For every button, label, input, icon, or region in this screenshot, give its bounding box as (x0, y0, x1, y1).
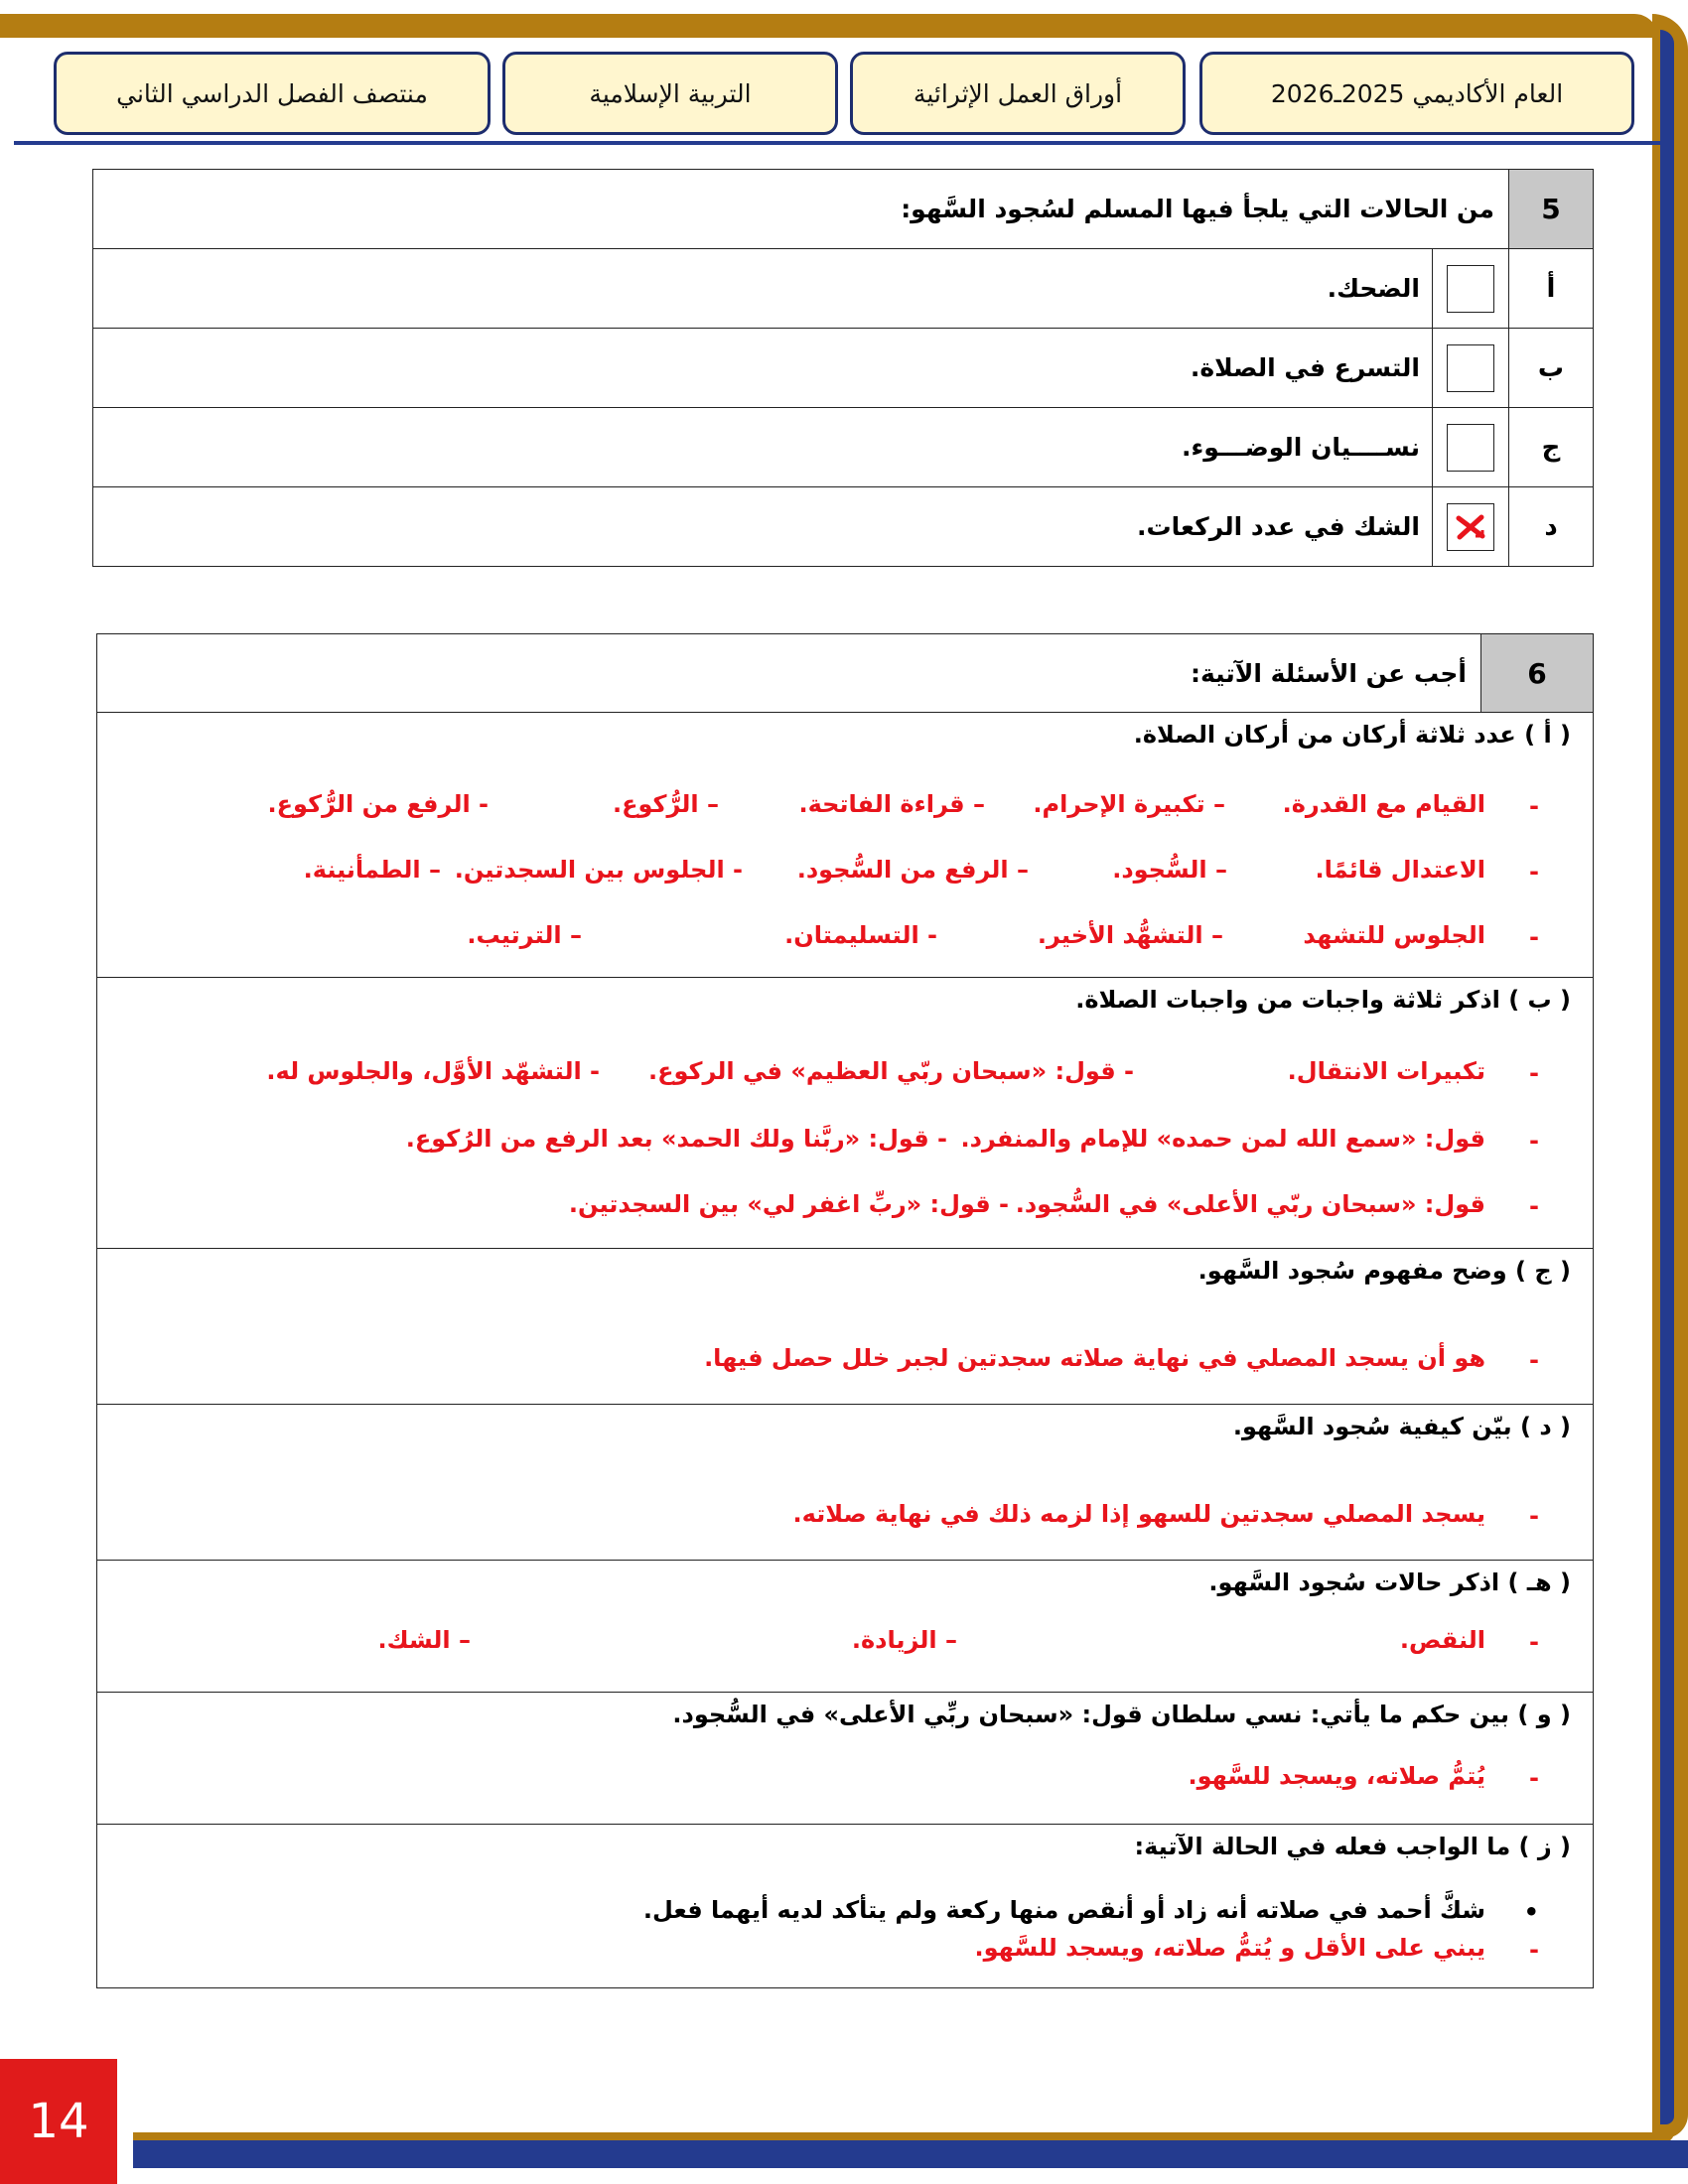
answer-item: - الرفع من الرُّكوع. (267, 790, 489, 818)
answer-item: – الرفع من السُّجود. (796, 856, 1029, 884)
subquestion-b: ( ب ) اذكر ثلاثة واجبات من واجبات الصلاة. - تكبيرات الانتقال. - قول: «سبحان ربّي العظيم» في الركوع. - التشهّد الأوَّل، والجلوس له. - قول: «سمع الله لمن حمده» للإمام والمنفرد. - قول: «ربَّنا ولك الحمد» بعد الرفع من الرُكوع. - قول: «سبحان ربّي الأعلى» في السُّجود. - قول: «ربِّ اغفر لي» بين السجدتين. (97, 978, 1594, 1249)
option-letter: أ (1509, 249, 1594, 329)
answer-item: - قول: «ربَّنا ولك الحمد» بعد الرفع من الرُكوع. (405, 1125, 947, 1153)
answer-item: النقص. (1399, 1626, 1485, 1654)
option-checkbox[interactable] (1447, 265, 1494, 313)
bullet-icon: • (1523, 1898, 1539, 1926)
answer-item: الجلوس للتشهد (1303, 921, 1485, 949)
x-mark-icon (1456, 514, 1485, 540)
answer-item: – الشك. (377, 1626, 471, 1654)
option-row (93, 487, 1594, 567)
answer-text: يسجد المصلي سجدتين للسهو إذا لزمه ذلك في نهاية صلاته. (792, 1500, 1485, 1528)
term-label: منتصف الفصل الدراسي الثاني (54, 52, 491, 135)
subquestion-a: ( أ ) عدد ثلاثة أركان من أركان الصلاة. - القيام مع القدرة. – تكبيرة الإحرام. – قراءة الفاتحة. – الرُّكوع. - الرفع من الرُّكوع. - الاعتدال قائمًا. – السُّجود. – الرفع من السُّجود. - الجلوس بين السجدتين. – الطمأنينة. - الجلوس للتشهد – التشهُّد الأخير. - التسليمتان. – الترتيب. (97, 713, 1594, 978)
answer-item: القيام مع القدرة. (1282, 790, 1485, 818)
question-6-table (96, 633, 1594, 1988)
option-row (93, 408, 1594, 487)
answer-item: - التسليمتان. (784, 921, 937, 949)
answer-item: قول: «سبحان ربّي الأعلى» في السُّجود. (1015, 1190, 1485, 1218)
subject-label: التربية الإسلامية (502, 52, 838, 135)
option-text: الضحك. (93, 249, 1433, 329)
answer-text: يبني على الأقل و يُتمُّ صلاته، ويسجد للسَّهو. (974, 1934, 1485, 1962)
question-number: 6 (1481, 634, 1594, 713)
subquestion-title: ( ب ) اذكر ثلاثة واجبات من واجبات الصلاة. (1075, 986, 1571, 1014)
answer-item: – الترتيب. (467, 921, 582, 949)
subquestion-g: ( ز ) ما الواجب فعله في الحالة الآتية: • شكَّ أحمد في صلاته أنه زاد أو أنقص منها ركعة ولم يتأكد لديه أيهما فعل. - يبني على الأقل و يُتمُّ صلاته، ويسجد للسَّهو. (97, 1825, 1594, 1988)
answer-item: - الجلوس بين السجدتين. (454, 856, 743, 884)
subquestion-title: ( هـ ) اذكر حالات سُجود السَّهو. (1208, 1569, 1571, 1596)
option-text: نســــيان الوضـــوء. (93, 408, 1433, 487)
question-number: 5 (1509, 170, 1594, 249)
answer-item: الاعتدال قائمًا. (1315, 856, 1485, 884)
subquestion-title: ( ج ) وضح مفهوم سُجود السَّهو. (1197, 1257, 1571, 1285)
academic-year-label: العام الأكاديمي 2025ـ2026 (1199, 52, 1634, 135)
option-text: التسرع في الصلاة. (93, 329, 1433, 408)
option-letter: ج (1509, 408, 1594, 487)
answer-item: – الرُّكوع. (612, 790, 719, 818)
header-divider (14, 141, 1660, 145)
option-row (93, 249, 1594, 329)
option-checkbox[interactable] (1447, 344, 1494, 392)
answer-item: - قول: «سبحان ربّي العظيم» في الركوع. (647, 1057, 1134, 1085)
option-text: الشك في عدد الركعات. (93, 487, 1433, 567)
option-row (93, 329, 1594, 408)
question-5-table (92, 169, 1594, 567)
subquestion-f: ( و ) بين حكم ما يأتي: نسي سلطان قول: «سبحان ربِّي الأعلى» في السُّجود. - يُتمُّ صلاته، ويسجد للسَّهو. (97, 1693, 1594, 1825)
frame-bottom-blue (133, 2140, 1688, 2168)
answer-item: – قراءة الفاتحة. (798, 790, 985, 818)
answer-item: – الطمأنينة. (303, 856, 441, 884)
subquestion-e: ( هـ ) اذكر حالات سُجود السَّهو. - النقص. – الزيادة. – الشك. (97, 1561, 1594, 1693)
answer-item: – تكبيرة الإحرام. (1033, 790, 1225, 818)
option-checkbox[interactable] (1447, 424, 1494, 472)
subquestion-title: ( أ ) عدد ثلاثة أركان من أركان الصلاة. (1133, 721, 1571, 749)
worksheet-type-label: أوراق العمل الإثرائية (850, 52, 1186, 135)
option-letter: ب (1509, 329, 1594, 408)
subquestion-title: ( د ) بيّن كيفية سُجود السَّهو. (1232, 1413, 1571, 1440)
option-letter: د (1509, 487, 1594, 567)
question-stem: من الحالات التي يلجأ فيها المسلم لسُجود السَّهو: (93, 170, 1509, 249)
answer-item: - التشهّد الأوَّل، والجلوس له. (266, 1057, 600, 1085)
frame-top-gold (0, 14, 1658, 38)
frame-right-blue (1660, 30, 1674, 2124)
answer-item: – السُّجود. (1112, 856, 1227, 884)
answer-item: تكبيرات الانتقال. (1287, 1057, 1485, 1085)
answer-text: هو أن يسجد المصلي في نهاية صلاته سجدتين لجبر خلل حصل فيها. (704, 1344, 1485, 1372)
case-text: شكَّ أحمد في صلاته أنه زاد أو أنقص منها ركعة ولم يتأكد لديه أيهما فعل. (642, 1896, 1485, 1924)
subquestion-c: ( ج ) وضح مفهوم سُجود السَّهو. - هو أن يسجد المصلي في نهاية صلاته سجدتين لجبر خلل حصل فيها. (97, 1249, 1594, 1405)
answer-item: - قول: «ربِّ اغفر لي» بين السجدتين. (568, 1190, 1009, 1218)
subquestion-title: ( و ) بين حكم ما يأتي: نسي سلطان قول: «سبحان ربِّي الأعلى» في السُّجود. (672, 1701, 1571, 1728)
answer-item: – التشهُّد الأخير. (1037, 921, 1223, 949)
subquestion-d: ( د ) بيّن كيفية سُجود السَّهو. - يسجد المصلي سجدتين للسهو إذا لزمه ذلك في نهاية صلاته. (97, 1405, 1594, 1561)
worksheet-header (54, 52, 1634, 135)
page-number: 14 (0, 2059, 117, 2184)
question-stem: أجب عن الأسئلة الآتية: (97, 634, 1481, 713)
answer-item: قول: «سمع الله لمن حمده» للإمام والمنفرد. (960, 1125, 1485, 1153)
answer-text: يُتمُّ صلاته، ويسجد للسَّهو. (1188, 1762, 1485, 1790)
answer-item: – الزيادة. (851, 1626, 957, 1654)
option-checkbox-checked[interactable] (1447, 503, 1494, 551)
subquestion-title: ( ز ) ما الواجب فعله في الحالة الآتية: (1134, 1833, 1571, 1860)
